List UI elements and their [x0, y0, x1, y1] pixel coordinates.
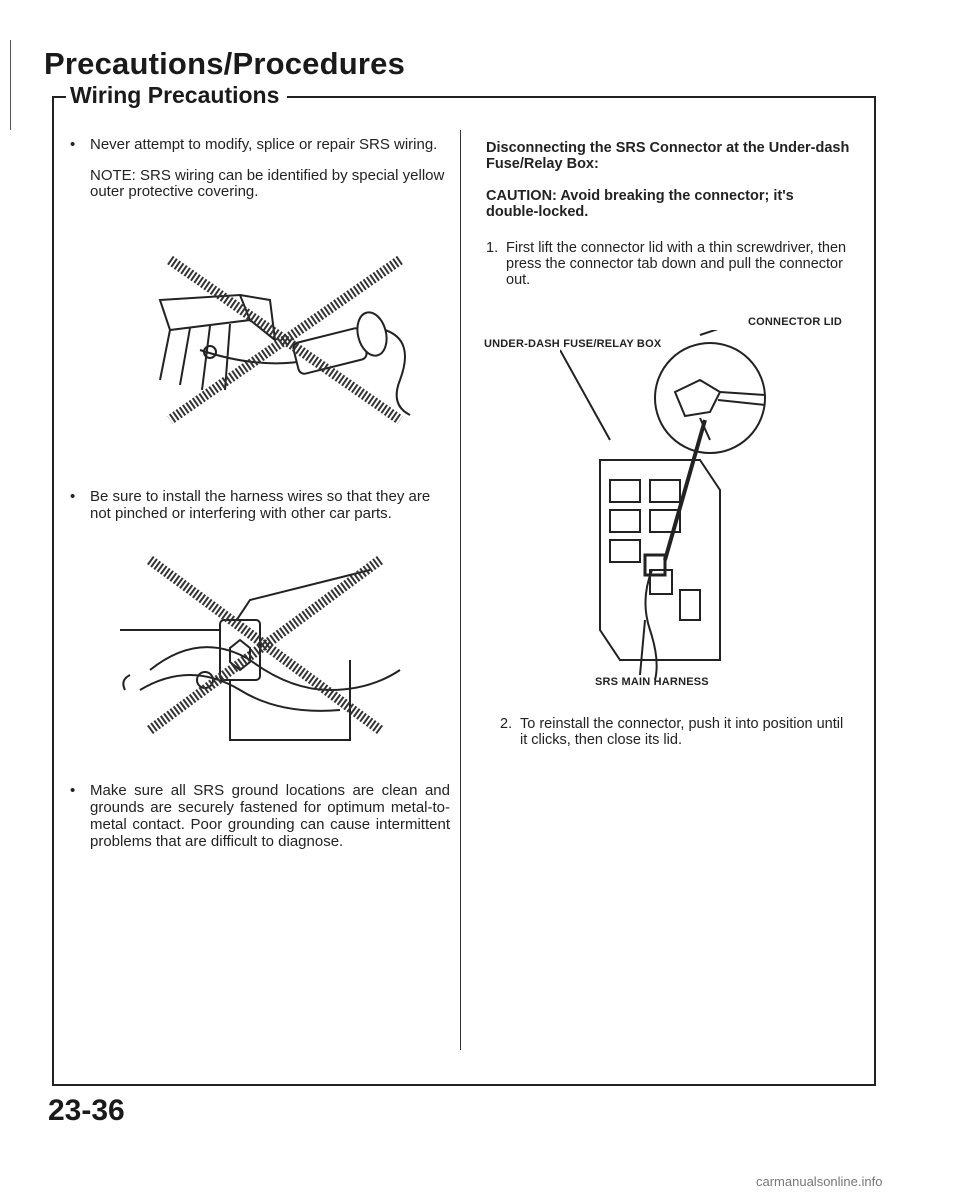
page-title: Precautions/Procedures — [44, 46, 406, 81]
bullet-text: Make sure all SRS ground locations are clean and grounds are securely fastened for optimum metal-to-metal contact. Poor grounding can cause intermittent problems that are difficult to diagnose. — [90, 782, 450, 850]
section-header — [52, 82, 872, 108]
label-fuse-box: UNDER-DASH FUSE/RELAY BOX — [484, 338, 662, 350]
caution-text: CAUTION: Avoid breaking the connector; it's double-locked. — [486, 188, 794, 220]
step-1-number: 1. — [486, 240, 499, 256]
label-connector-lid: CONNECTOR LID — [748, 316, 843, 328]
bullet-item-2 — [70, 488, 450, 522]
watermark: carmanualsonline.info — [756, 1174, 883, 1189]
section-title: Wiring Precautions — [70, 82, 287, 109]
fuse-relay-box-illustration — [560, 330, 800, 680]
bullet-item-1 — [70, 136, 450, 153]
bullet-text: Be sure to install the harness wires so that they are not pinched or interfering with other car parts. — [90, 488, 431, 522]
margin-rule — [10, 40, 11, 130]
pinched-harness-illustration — [110, 540, 420, 750]
bullet-text: Never attempt to modify, splice or repair SRS wiring. — [90, 136, 438, 153]
column-divider — [460, 130, 461, 1050]
label-srs-harness: SRS MAIN HARNESS — [595, 676, 709, 688]
bullet-item-3 — [70, 782, 450, 850]
disconnect-heading: Disconnecting the SRS Connector at the Under-dash Fuse/Relay Box: — [486, 140, 850, 172]
bullet-icon: • — [70, 136, 76, 153]
step-2-number: 2. — [500, 716, 513, 732]
page-number: 23-36 — [48, 1094, 125, 1127]
bullet-icon: • — [70, 488, 76, 505]
step-2-text: To reinstall the connector, push it into position until it clicks, then close its lid. — [520, 716, 844, 748]
note-srs-wiring: NOTE: SRS wiring can be identified by special yellow outer protective covering. — [90, 167, 445, 200]
bullet-icon: • — [70, 782, 76, 799]
splice-prohibited-illustration — [140, 240, 440, 440]
step-1-text: First lift the connector lid with a thin screwdriver, then press the connector tab down and pull the connector out. — [506, 240, 847, 288]
